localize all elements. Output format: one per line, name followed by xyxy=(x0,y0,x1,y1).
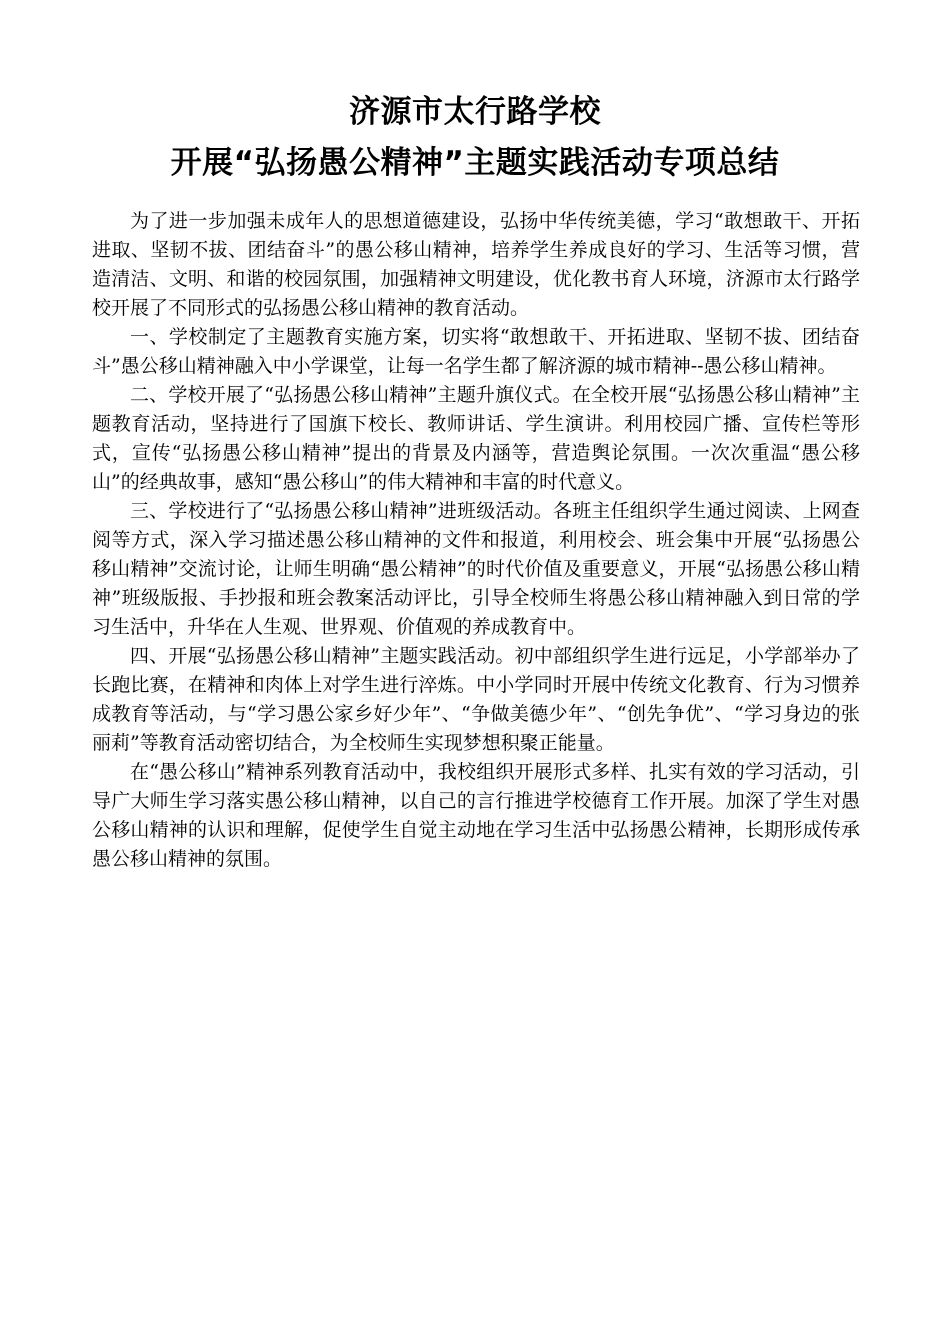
document-body xyxy=(92,207,860,874)
section-3-paragraph: 三、学校进行了“弘扬愚公移山精神”进班级活动。各班主任组织学生通过阅读、上网查阅等方式，深入学习描述愚公移山精神的文件和报道，利用校会、班会集中开展“弘扬愚公移山精神”交流讨论，让师生明确“愚公精神”的时代价值及重要意义，开展“弘扬愚公移山精神”班级版报、手抄报和班会教案活动评比，引导全校师生将愚公移山精神融入到日常的学习生活中，升华在人生观、世界观、价值观的养成教育中。 xyxy=(92,500,860,638)
document-title-line-1: 济源市太行路学校 xyxy=(349,94,601,130)
conclusion-paragraph: 在“愚公移山”精神系列教育活动中，我校组织开展形式多样、扎实有效的学习活动，引导广大师生学习落实愚公移山精神，以自己的言行推进学校德育工作开展。加深了学生对愚公移山精神的认识和理解，促使学生自觉主动地在学习生活中弘扬愚公精神，长期形成传承愚公移山精神的氛围。 xyxy=(92,761,860,870)
intro-paragraph: 为了进一步加强未成年人的思想道德建设，弘扬中华传统美德，学习“敢想敢干、开拓进取、坚韧不拔、团结奋斗”的愚公移山精神，培养学生养成良好的学习、生活等习惯，营造清洁、文明、和谐的校园氛围，加强精神文明建设，优化教书育人环境，济源市太行路学校开展了不同形式的弘扬愚公移山精神的教育活动。 xyxy=(92,210,860,319)
section-2-paragraph: 二、学校开展了“弘扬愚公移山精神”主题升旗仪式。在全校开展“弘扬愚公移山精神”主题教育活动，坚持进行了国旗下校长、教师讲话、学生演讲。利用校园广播、宣传栏等形式，宣传“弘扬愚公移山精神”提出的背景及内涵等，营造舆论氛围。一次次重温“愚公移山”的经典故事，感知“愚公移山”的伟大精神和丰富的时代意义。 xyxy=(92,384,860,493)
section-1-paragraph: 一、学校制定了主题教育实施方案，切实将“敢想敢干、开拓进取、坚韧不拔、团结奋斗”愚公移山精神融入中小学课堂，让每一名学生都了解济源的城市精神--愚公移山精神。 xyxy=(92,326,860,377)
document-title-line-2: 开展“弘扬愚公精神”主题实践活动专项总结 xyxy=(170,145,780,181)
section-4-paragraph: 四、开展“弘扬愚公移山精神”主题实践活动。初中部组织学生进行远足，小学部举办了长跑比赛，在精神和肉体上对学生进行淬炼。中小学同时开展中传统文化教育、行为习惯养成教育等活动，与“学习愚公家乡好少年”、“争做美德少年”、“创先争优”、“学习身边的张丽莉”等教育活动密切结合，为全校师生实现梦想积聚正能量。 xyxy=(92,645,860,754)
